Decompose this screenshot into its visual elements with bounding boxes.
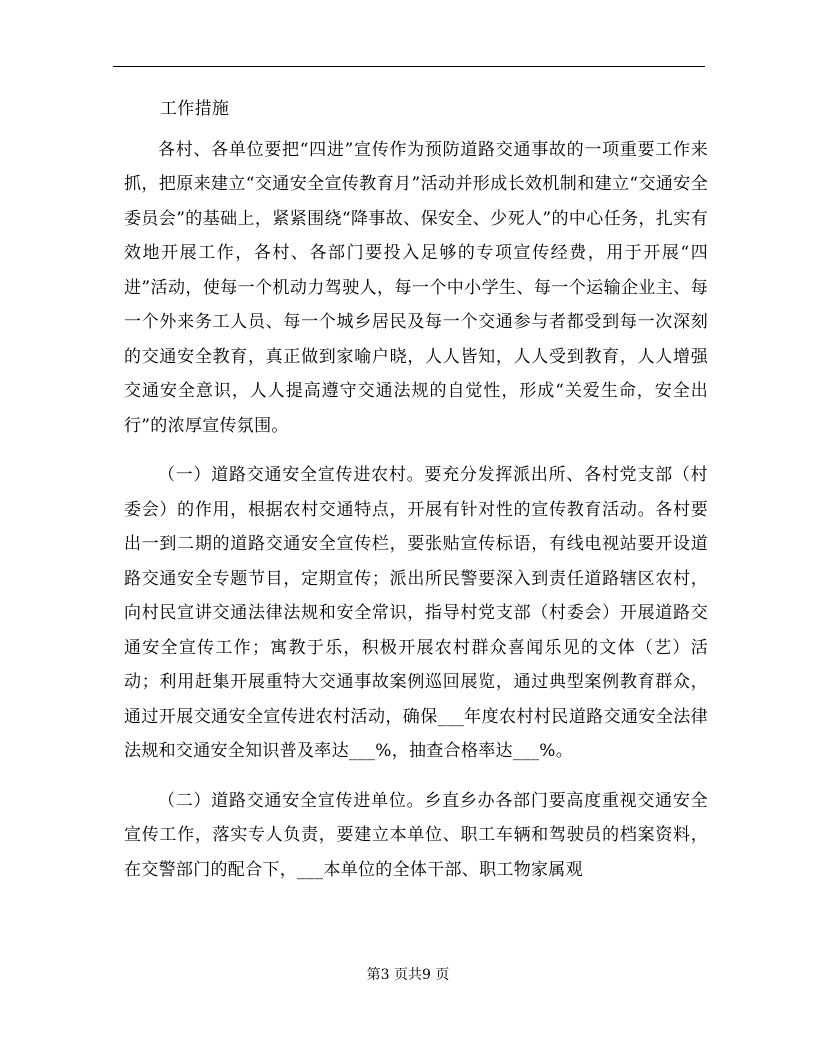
document-body (124, 92, 708, 902)
paragraph-units: （二）道路交通安全宣传进单位。乡直乡办各部门要高度重视交通安全宣传工作，落实专人负责，要建立本单位、职工车辆和驾驶员的档案资料，在交警部门的配合下，___本单位的全体干部、职工物家属观 (124, 790, 708, 880)
paragraph-intro: 各村、各单位要把“四进”宣传作为预防道路交通事故的一项重要工作来抓，把原来建立“交通安全宣传教育月”活动并形成长效机制和建立“交通安全委员会”的基础上，紧紧围绕“降事故、保安全、少死人”的中心任务，扎实有效地开展工作，各村、各部门要投入足够的专项宣传经费，用于开展“四进”活动，使每一个机动力驾驶人，每一个中小学生、每一个运输企业主、每一个外来务工人员、每一个城乡居民及每一个交通参与者都受到每一次深刻的交通安全教育，真正做到家喻户晓，人人皆知，人人受到教育，人人增强交通安全意识，人人提高遵守交通法规的自觉性，形成“关爱生命，安全出行”的浓厚宣传氛围。 (124, 139, 708, 436)
paragraph-rural: （一）道路交通安全宣传进农村。要充分发挥派出所、各村党支部（村委会）的作用，根据农村交通特点，开展有针对性的宣传教育活动。各村要出一到二期的道路交通安全宣传栏，要张贴宣传标语，有线电视站要开设道路交通安全专题节目，定期宣传；派出所民警要深入到责任道路辖区农村，向村民宣讲交通法律法规和安全常识，指导村党支部（村委会）开展道路交通安全宣传工作；寓教于乐，积极开展农村群众喜闻乐见的文体（艺）活动；利用赶集开展重特大交通事故案例巡回展览，通过典型案例教育群众，通过开展交通安全宣传进农村活动，确保___年度农村村民道路交通安全法律法规和交通安全知识普及率达___%，抽查合格率达___%。 (124, 465, 708, 761)
section-heading: 工作措施 (160, 99, 230, 119)
page-footer: 第3 页共9 页 (366, 967, 450, 983)
header-rule (113, 66, 705, 67)
